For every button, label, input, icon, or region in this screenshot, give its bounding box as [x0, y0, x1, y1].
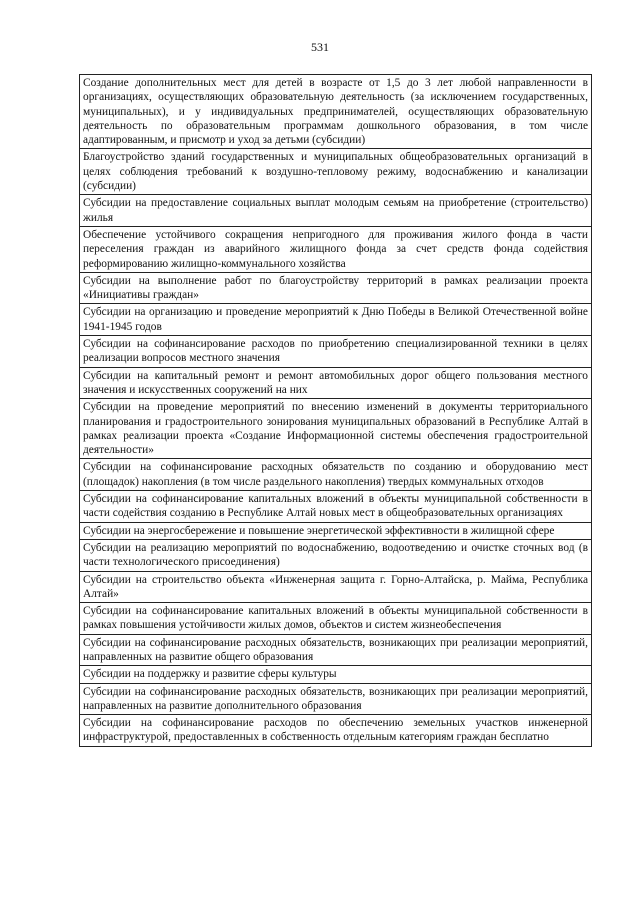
table-row: Благоустройство зданий государственных и муниципальных общеобразовательных организаций в целях соблюдения требований к воздушно-тепловому режиму, водоснабжению и канализации (субсидии): [79, 149, 592, 195]
table-row: Субсидии на софинансирование расходов по приобретению специализированной техники в целях реализации вопросов местного значения: [79, 336, 592, 368]
table-row: Создание дополнительных мест для детей в возрасте от 1,5 до 3 лет любой направленности в организациях, осуществляющих образовательную деятельность (за исключением государственных, муниципальных), и у индивидуальных предпринимателей, осуществляющих образовательную деятельность по образовательным программам дошкольного образования, в том числе адаптированным, и присмотр и уход за детьми (субсидии): [79, 75, 592, 149]
table-row: Субсидии на предоставление социальных выплат молодым семьям на приобретение (строительство) жилья: [79, 195, 592, 227]
table-row: Субсидии на софинансирование расходных обязательств, возникающих при реализации мероприятий, направленных на развитие дополнительного образования: [79, 684, 592, 716]
subsidy-table: [79, 74, 592, 747]
table-row: Обеспечение устойчивого сокращения непригодного для проживания жилого фонда в части переселения граждан из аварийного жилищного фонда за счет средств фонда содействия реформированию жилищно-коммунального хозяйства: [79, 227, 592, 273]
table-row: Субсидии на организацию и проведение мероприятий к Дню Победы в Великой Отечественной войне 1941-1945 годов: [79, 304, 592, 336]
table-row: Субсидии на реализацию мероприятий по водоснабжению, водоотведению и очистке сточных вод (в части технологического присоединения): [79, 540, 592, 572]
table-row: Субсидии на строительство объекта «Инженерная защита г. Горно-Алтайска, р. Майма, Республика Алтай»: [79, 572, 592, 604]
table-row: Субсидии на софинансирование расходных обязательств, возникающих при реализации мероприятий, направленных на развитие общего образования: [79, 635, 592, 667]
table-row: Субсидии на выполнение работ по благоустройству территорий в рамках реализации проекта «Инициативы граждан»: [79, 273, 592, 305]
table-row: Субсидии на софинансирование капитальных вложений в объекты муниципальной собственности в части содействия созданию в Республике Алтай новых мест в общеобразовательных организациях: [79, 491, 592, 523]
table-row: Субсидии на софинансирование расходных обязательств по созданию и оборудованию мест (площадок) накопления (в том числе раздельного накопления) твердых коммунальных отходов: [79, 459, 592, 491]
page-number: 531: [311, 40, 329, 54]
table-row: Субсидии на энергосбережение и повышение энергетической эффективности в жилищной сфере: [79, 523, 592, 540]
table-row: Субсидии на проведение мероприятий по внесению изменений в документы территориального планирования и градостроительного зонирования муниципальных образований в Республике Алтай в рамках реализации проекта «Создание Информационной системы обеспечения градостроительной деятельности»: [79, 399, 592, 459]
table-row: Субсидии на поддержку и развитие сферы культуры: [79, 666, 592, 683]
table-row: Субсидии на капитальный ремонт и ремонт автомобильных дорог общего пользования местного значения и искусственных сооружений на них: [79, 368, 592, 400]
table-row: Субсидии на софинансирование капитальных вложений в объекты муниципальной собственности в рамках повышения устойчивости жилых домов, объектов и систем жизнеобеспечения: [79, 603, 592, 635]
table-row: Субсидии на софинансирование расходов по обеспечению земельных участков инженерной инфраструктурой, предоставленных в собственность отдельным категориям граждан бесплатно: [79, 715, 592, 747]
